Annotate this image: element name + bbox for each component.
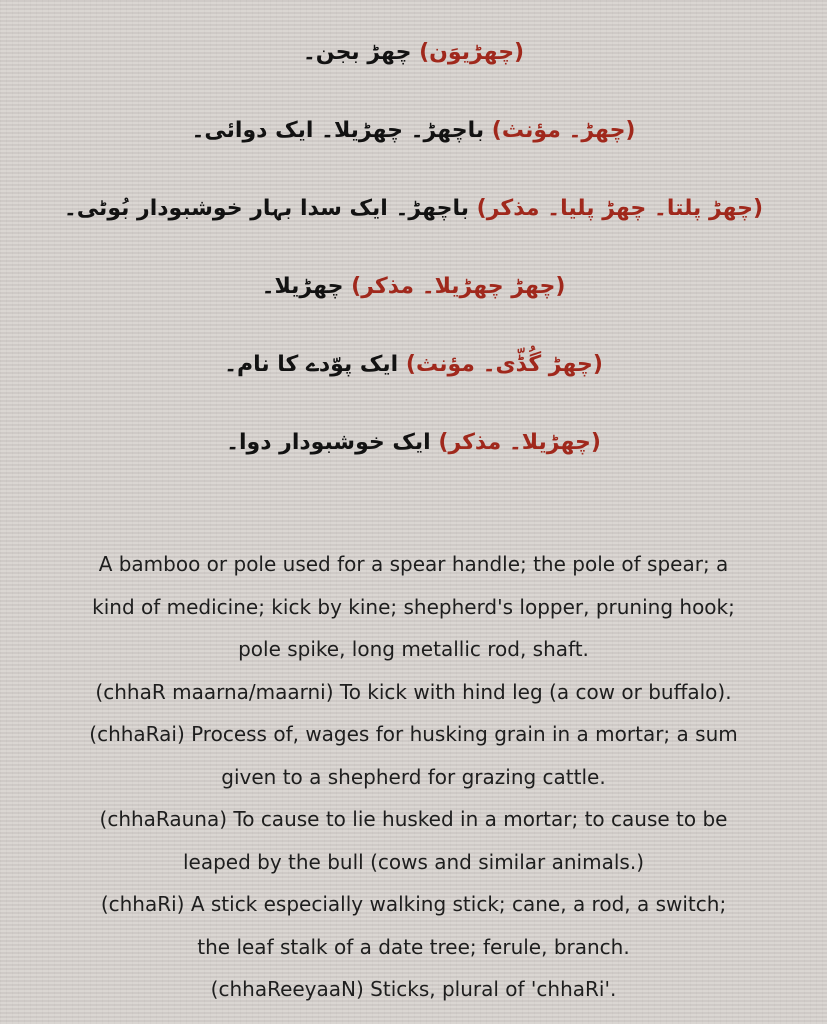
english-line: (chhaReeyaaN) Sticks, plural of 'chhaRi'. xyxy=(210,977,617,1001)
urdu-definition: باچھڑ۔ ایک سدا بہار خوشبودار بُوٹی۔ xyxy=(63,196,469,221)
english-line: (chhaR maarna/maarni) To kick with hind leg (a cow or buffalo). xyxy=(95,679,732,704)
urdu-entry xyxy=(0,24,827,82)
english-line: (chhaRi) A stick especially walking stick; cane, a rod, a switch; xyxy=(100,892,727,916)
urdu-entry xyxy=(0,414,827,472)
urdu-headword: (چھڑ گُڈّی۔ مؤنث) xyxy=(405,352,603,377)
urdu-headword: (چھڑیوَن) xyxy=(419,40,525,65)
english-line: (chhaRauna) To cause to lie husked in a mortar; to cause to be xyxy=(99,807,728,831)
english-line: the leaf stalk of a date tree; ferule, branch. xyxy=(197,934,630,959)
urdu-definition: چھڑیلا۔ xyxy=(261,274,344,299)
urdu-definition: ایک خوشبودار دوا۔ xyxy=(226,430,431,455)
urdu-entries xyxy=(0,24,827,492)
english-line: leaped by the bull (cows and similar animals.) xyxy=(182,849,644,874)
urdu-definition: باچھڑ۔ چھڑیلا۔ ایک دوائی۔ xyxy=(191,118,485,143)
urdu-entry xyxy=(0,102,827,160)
urdu-headword: (چھڑیلا۔ مذکر) xyxy=(438,430,601,455)
english-line: given to a shepherd for grazing cattle. xyxy=(221,764,606,789)
urdu-definition: چھڑ بجن۔ xyxy=(302,40,412,65)
urdu-entry xyxy=(0,180,827,238)
urdu-headword: (چھڑ۔ مؤنث) xyxy=(491,118,636,143)
urdu-entry xyxy=(0,336,827,394)
urdu-headword: (چھڑ چھڑیلا۔ مذکر) xyxy=(351,274,566,299)
english-line: A bamboo or pole used for a spear handle; the pole of spear; a xyxy=(98,552,729,576)
english-line: kind of medicine; kick by kine; shepherd's lopper, pruning hook; xyxy=(92,594,735,619)
urdu-headword: (چھڑ پلتا۔ چھڑ پلیا۔ مذکر) xyxy=(476,196,764,221)
english-line: pole spike, long metallic rod, shaft. xyxy=(238,637,589,661)
urdu-definition: ایک پوّدے کا نام۔ xyxy=(224,352,399,377)
english-definitions xyxy=(10,543,817,1011)
urdu-entry xyxy=(0,258,827,316)
english-line: (chhaRai) Process of, wages for husking grain in a mortar; a sum xyxy=(89,722,738,746)
